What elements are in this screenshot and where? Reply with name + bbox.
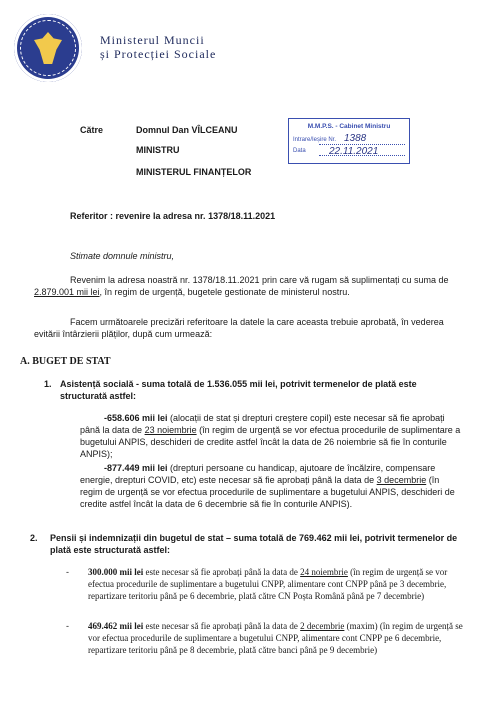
stamp-title: M.M.P.S. - Cabinet Ministru [307,123,391,130]
stamp-reg-value: 1388 [344,133,367,144]
stamp-reg-label: Intrare/Ieșire Nr. [293,137,337,143]
item-2-bullet-2-dash: - [66,621,69,631]
recipient-institution: MINISTERUL FINANȚELOR [136,167,252,177]
recipient-name: Domnul Dan VÎLCEANU [136,125,238,135]
reference-line: Referitor : revenire la adresa nr. 1378/18.11.2021 [70,211,276,221]
item-2-title: Pensii și indemnizații din bugetul de stat – suma totală de 769.462 mii lei, potrivit termenelor de plată este structurată astfel: [50,533,458,555]
stamp-date-label: Data [293,148,306,154]
item-2-bullet-2-rest: (maxim) (în regim de urgență se vor efectua procedurile de suplimentare a bugetului CNPP, alimentare cont CNPP pe 6 decembrie, repartizare teritoriu până pe 8 decembrie, plată către banci până pe 9 decembrie) [88,621,463,655]
item-2-bullet-2-text: este necesar să fie aprobați până la data de [143,621,301,631]
paragraph-2: Facem următoarele precizări referitoare la datele la care aceasta trebuie aprobată, în vederea evitării întârzierii plăților, după cum urmează: [34,317,444,339]
recipient-label: Către [80,125,104,135]
ministry-line-2: și Protecției Sociale [100,47,217,61]
item-2-bullet-1-amount: 300.000 mii lei [88,567,144,577]
item-1-sub-1-text: (alocații de stat și drepturi creștere copil) este necesar să fie aprobați până la data de [80,413,445,435]
item-2-bullet-1-rest: (în regim de urgență se vor efectua procedurile de suplimentare a bugetului CNPP, alimentare cont CNPP până pe 3 decembrie, repartizare teritoriu până pe 6 decembrie, plată către CN Poșta Română până pe 7 decembrie) [88,567,448,601]
item-1-sub-2 [80,462,464,510]
item-1-sub-1-amount: -658.606 mii lei [104,413,168,423]
stamp-date-value: 22.11.2021 [329,146,379,157]
item-2-bullet-1-date: 24 noiembrie [300,567,348,577]
item-1-sub-2-text: (drepturi persoane cu handicap, ajutoare de încălzire, compensare energie, drepturi COVID, etc) este necesar să fie aprobați până la data de [80,463,436,485]
item-1-sub-1-date: 23 noiembrie [144,425,197,435]
item-2-bullet-1-dash: - [66,567,69,577]
item-1-number: 1. [44,379,52,389]
item-1-sub-2-date: 3 decembrie [376,475,427,485]
paragraph-1-amount: 2.879.001 mii lei [34,287,100,297]
salutation: Stimate domnule ministru, [70,251,175,261]
paragraph-1 [34,274,464,298]
item-1-sub-1-rest: (în regim de urgență se vor efectua procedurile de suplimentare a bugetului ANPIS, deschideri de credite astfel încât la data de 26 noiembrie să fie în conturile ANPIS); [80,425,461,459]
item-2-bullet-1-text: este necesar să fie aprobați până la data de [143,567,301,577]
government-seal-icon [14,14,82,82]
paragraph-1-text: Revenim la adresa noastră nr. 1378/18.11.2021 prin care vă rugam să suplimentați cu suma de [70,275,449,285]
item-1-sub-2-amount: -877.449 mii lei [104,463,168,473]
section-a-heading: A. BUGET DE STAT [20,356,111,367]
registration-stamp [288,118,410,164]
item-2-bullet-1 [88,566,464,602]
paragraph-1-rest: , în regim de urgență, bugetele gestionate de ministerul nostru. [99,287,350,297]
ministry-line-1: Ministerul Muncii [100,33,205,47]
item-2-bullet-2-amount: 469.462 mii lei [88,621,144,631]
item-2-number: 2. [30,533,38,543]
ministry-name [100,33,216,61]
item-2-bullet-2-date: 2 decembrie [300,621,345,631]
item-2-bullet-2 [88,620,464,656]
item-1-sub-1 [80,412,464,460]
item-1-title: Asistență socială - suma totală de 1.536.055 mii lei, potrivit termenelor de plată este structurată astfel: [60,379,417,401]
item-1-sub-2-rest: (în regim de urgență se vor efectua procedurile de suplimentare a bugetului ANPIS, deschideri de credite astfel încât la data de 6 decembrie să fie în conturile ANPIS). [80,475,455,509]
recipient-title: MINISTRU [136,145,180,155]
